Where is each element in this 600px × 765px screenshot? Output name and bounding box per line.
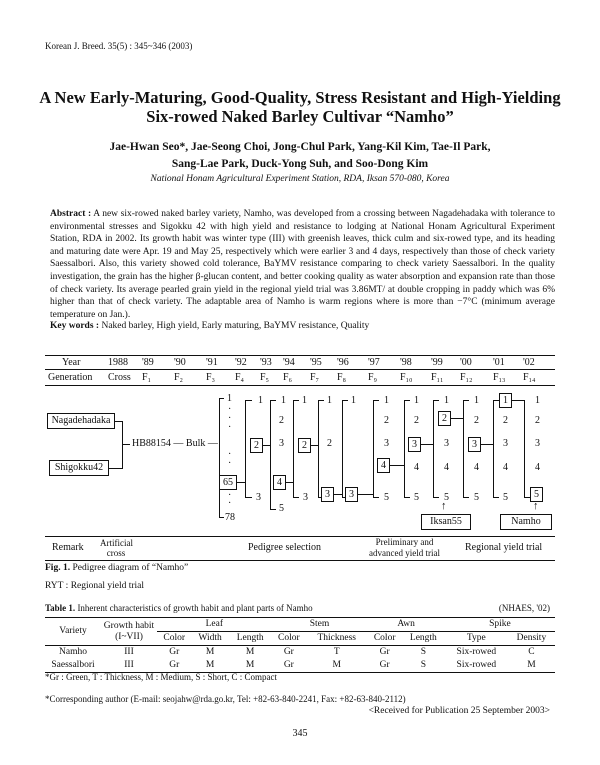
f12-5: 5 (474, 492, 479, 503)
dots: · · · (228, 404, 232, 433)
f14-bracket (524, 400, 525, 498)
f11-2-box: 2 (438, 411, 451, 426)
f9-5: 5 (384, 492, 389, 503)
f13-bracket (493, 400, 494, 498)
remark-artificial-cross: Artificial cross (100, 538, 133, 558)
journal-citation: Korean J. Breed. 35(5) : 345~346 (2003) (45, 41, 193, 51)
header-stem-thickness: Thickness (317, 633, 357, 643)
year-cell: '00 (460, 357, 472, 368)
table-cell: T (333, 647, 340, 657)
f7-bracket (311, 445, 318, 446)
header-stem: Stem (272, 618, 368, 632)
header-leaf-width: Width (198, 633, 222, 643)
table-row (45, 646, 555, 660)
abstract-text: A new six-rowed naked barley variety, Namho, was developed from a crossing between Nagadehadaka with tolerance to environmental stresses and Sigokku 42 with high yield and resistance to lodging at National Honam Agricultural Experiment Station, RDA in 2002. Its growth habit was winter type (III) with greenish leaves, thick culm and six-rowed type, and its heading and maturing date were Apr. 19 and May 25, respectively which were earlier 3 and 4 days, respectively than those of check variety Saessalbori. Also, this variety showed cold tolerance, BaYMV resistance comparing to check variety Saessalbori. In the quality investigation, the grain has the higher β-glucan content, and better cooking quality as water absorption and expansion rate than those of check variety. Its average pearled grain yield in the regional yield trial was 3.86MT/ at double cropping in paddy which was 6% higher than that of check variety. The adaptable area of Namho is warm regions where is more than −7°C (minimum average temperature on Jan.). (50, 209, 556, 320)
f14-1: 1 (535, 395, 540, 406)
generation-cell: F₁₁ (431, 372, 444, 383)
f8-bracket (342, 400, 343, 498)
f11-bracket (433, 497, 439, 498)
cross-connector (122, 444, 130, 445)
f4-2-box: 2 (250, 438, 263, 453)
table-cell: M (205, 660, 215, 670)
f9-2: 2 (384, 415, 389, 426)
f5-3: 3 (279, 438, 284, 449)
f7-3-box: 3 (321, 487, 334, 502)
f10-bracket (404, 400, 410, 401)
table-cell: Gr (379, 660, 390, 670)
f14-3: 3 (535, 438, 540, 449)
generation-cell: F₁₂ (460, 372, 473, 383)
year-cell: '89 (142, 357, 154, 368)
f6-2-box: 2 (298, 438, 311, 453)
f13-5: 5 (503, 492, 508, 503)
header-growth-habit: Growth habit (I~VII) (103, 620, 155, 642)
f13-2: 2 (503, 415, 508, 426)
figure-top-rule (45, 355, 555, 356)
figure-caption-label: Fig. 1. (45, 563, 71, 573)
f7-bracket (318, 400, 324, 401)
up-arrow-icon: ↑ (441, 500, 447, 512)
table-cell: Six-rowed (456, 660, 497, 670)
header-spike-type: Type (466, 633, 486, 643)
f4-3: 3 (256, 492, 261, 503)
table-cell: M (332, 660, 341, 670)
f13-bracket (493, 497, 499, 498)
generation-cell: F₁₃ (493, 372, 506, 383)
f13-1-box: 1 (499, 393, 512, 408)
year-cell: '98 (400, 357, 412, 368)
generation-cell: F₂ (174, 372, 184, 383)
year-cell: '95 (310, 357, 322, 368)
affiliation: National Honam Agricultural Experiment Station, RDA, Iksan 570-080, Korea (150, 174, 450, 184)
figure-caption-text: Pedigree diagram of “Namho” (72, 563, 189, 573)
table-cell: Six-rowed (456, 647, 497, 657)
f11-3: 3 (444, 438, 449, 449)
f14-2: 2 (535, 415, 540, 426)
cross-connector (109, 468, 123, 469)
table-caption-text: Inherent characteristics of growth habit and plant parts of Namho (77, 603, 313, 613)
f10-2: 2 (414, 415, 419, 426)
f5-bracket (270, 400, 276, 401)
remark-preliminary: Preliminary and advanced yield trial (369, 537, 440, 558)
line-65-box: 65 (219, 475, 237, 490)
year-cell: '90 (174, 357, 186, 368)
cross-name: HB88154 — Bulk — (132, 438, 218, 449)
generation-cell: F₇ (310, 372, 320, 383)
year-cell: '93 (260, 357, 272, 368)
f12-bracket (463, 497, 469, 498)
f7-2: 2 (327, 438, 332, 449)
year-cell: '96 (337, 357, 349, 368)
f11-bracket (421, 444, 433, 445)
f6-1: 1 (302, 395, 307, 406)
year-label: Year (62, 357, 81, 368)
table-cell: Gr (379, 647, 390, 657)
table-cell: M (527, 660, 536, 670)
f10-bracket (390, 465, 404, 466)
f10-5: 5 (414, 492, 419, 503)
generation-cell: F₉ (368, 372, 378, 383)
f9-1: 1 (384, 395, 389, 406)
f8-bracket (334, 494, 342, 495)
f8-1: 1 (351, 395, 356, 406)
generation-cell: F₁₄ (523, 372, 536, 383)
cross-connector (122, 421, 123, 469)
year-cell: '01 (493, 357, 505, 368)
table-header-row (45, 618, 555, 632)
generation-cell: F₃ (206, 372, 216, 383)
f6-3: 3 (303, 492, 308, 503)
f13-3: 3 (503, 438, 508, 449)
f7-1: 1 (327, 395, 332, 406)
dots: · · (228, 449, 232, 469)
header-variety: Variety (59, 626, 87, 636)
f13-4: 4 (503, 462, 508, 473)
f11-bracket (433, 400, 439, 401)
f10-3-box: 3 (408, 437, 421, 452)
year-cell: '94 (283, 357, 295, 368)
f5-bracket (270, 509, 276, 510)
iksan55-box: Iksan55 (421, 514, 471, 530)
f5-5: 5 (279, 503, 284, 514)
header-stem-color: Color (278, 633, 300, 643)
f14-bracket (512, 400, 524, 401)
f8-bracket (342, 400, 348, 401)
f12-bracket (463, 400, 469, 401)
table-cell: S (420, 660, 426, 670)
generation-cell: F₆ (283, 372, 293, 383)
header-spike-density: Density (516, 633, 547, 643)
header-awn-color: Color (373, 633, 396, 643)
line-78-label: 78 (225, 512, 235, 523)
year-cell: '99 (431, 357, 443, 368)
remark-regional: Regional yield trial (465, 542, 543, 553)
table-cell: Saessalbori (51, 660, 95, 670)
table-footnote: *Gr : Green, T : Thickness, M : Medium, S : Short, C : Compact (45, 672, 277, 682)
f11-bracket (433, 400, 434, 498)
table-cell: C (528, 647, 535, 657)
header-awn: Awn (367, 618, 444, 632)
f6-bracket (286, 482, 293, 483)
f3-bracket (219, 517, 224, 518)
f6-bracket (293, 400, 294, 498)
header-awn-length: Length (409, 633, 437, 643)
figure-caption (45, 563, 188, 573)
table-cell: Gr (169, 647, 180, 657)
table-source: (NHAES, '02) (498, 603, 550, 613)
year-cell: 1988 (108, 357, 128, 368)
table-cell: III (124, 647, 134, 657)
f9-bracket (373, 400, 379, 401)
corresponding-author: *Corresponding author (E-mail: seojahw@rda.go.kr, Tel: +82-63-840-2241, Fax: +82-63-840-2112) (45, 694, 406, 704)
f9-bracket (358, 494, 373, 495)
f5-1: 1 (281, 395, 286, 406)
f6-bracket (293, 497, 299, 498)
generation-cell: F₁ (142, 372, 152, 383)
header-leaf-length: Length (236, 633, 264, 643)
abstract-label: Abstract : (50, 209, 92, 219)
table-cell: Namho (59, 647, 87, 657)
remark-pedigree-selection: Pedigree selection (248, 542, 322, 553)
table-cell: Gr (169, 660, 180, 670)
ryt-note: RYT : Regional yield trial (45, 581, 145, 591)
table-cell: M (245, 647, 255, 657)
f12-4: 4 (474, 462, 479, 473)
table-caption (45, 603, 313, 613)
table-cell: III (124, 660, 134, 670)
f12-1: 1 (474, 395, 479, 406)
f10-bracket (404, 497, 410, 498)
remark-label: Remark (52, 542, 84, 553)
f11-5: 5 (444, 492, 449, 503)
table-body (45, 646, 555, 673)
header-leaf: Leaf (157, 618, 272, 632)
f11-1: 1 (444, 395, 449, 406)
f4-bracket (245, 400, 246, 498)
generation-cell: F₈ (337, 372, 347, 383)
f14-5-box: 5 (530, 487, 543, 502)
figure-bottom-rule (45, 560, 555, 561)
f8-3-box: 3 (345, 487, 358, 502)
f7-bracket (318, 400, 319, 498)
year-cell: '91 (206, 357, 218, 368)
received-date: <Received for Publication 25 September 2003> (368, 706, 550, 716)
year-cell: '02 (523, 357, 535, 368)
table-cell: M (205, 647, 215, 657)
figure-remark-rule (45, 536, 555, 537)
dots: · · (228, 490, 232, 509)
table-cell: S (420, 647, 426, 657)
header-leaf-color: Color (163, 633, 186, 643)
f14-4: 4 (535, 462, 540, 473)
f5-2: 2 (279, 415, 284, 426)
table-cell: Gr (283, 647, 294, 657)
f5-bracket (270, 400, 271, 510)
keywords-label: Key words : (50, 321, 100, 331)
f4-bracket (245, 400, 252, 401)
f12-bracket (451, 418, 463, 419)
page-number: 345 (292, 728, 308, 739)
header-spike: Spike (445, 618, 555, 632)
generation-cell: F₄ (235, 372, 245, 383)
parent-shigokku42: Shigokku42 (49, 460, 109, 476)
f12-bracket (463, 400, 464, 498)
f3-bracket (219, 398, 224, 399)
f4-bracket (237, 482, 245, 483)
table-cell: M (245, 660, 255, 670)
table-cell: Gr (283, 660, 294, 670)
f11-4: 4 (444, 462, 449, 473)
line-1-label: 1 (227, 393, 232, 404)
keywords-text: Naked barley, High yield, Early maturing, BaYMV resistance, Quality (101, 321, 370, 331)
authors-line-1: Jae-Hwan Seo*, Jae-Seong Choi, Jong-Chul Park, Yang-Kil Kim, Tae-Il Park, (109, 141, 491, 153)
f9-4-box: 4 (377, 458, 390, 473)
f6-bracket (293, 400, 299, 401)
f9-bracket (373, 497, 379, 498)
figure-header-rule (45, 369, 555, 370)
table-caption-label: Table 1. (45, 603, 76, 613)
year-cell: '97 (368, 357, 380, 368)
generation-cell: F₅ (260, 372, 270, 383)
f4-1: 1 (258, 395, 263, 406)
title-line-1: A New Early-Maturing, Good-Quality, Stress Resistant and High-Yielding (39, 88, 561, 107)
parent-nagadehadaka: Nagadehadaka (47, 413, 115, 429)
f5-4-box: 4 (273, 475, 286, 490)
f5-bracket (263, 445, 270, 446)
table-row (45, 659, 555, 673)
authors-line-2: Sang-Lae Park, Duck-Yong Suh, and Soo-Dong Kim (171, 158, 429, 170)
f12-2: 2 (474, 415, 479, 426)
namho-box: Namho (500, 514, 552, 530)
f13-bracket (481, 444, 493, 445)
f9-bracket (373, 400, 374, 498)
generation-cell: Cross (108, 372, 131, 383)
figure-header-bottom-rule (45, 385, 555, 386)
f12-3-box: 3 (468, 437, 481, 452)
f10-bracket (404, 400, 405, 498)
characteristics-table (45, 617, 555, 673)
f4-bracket (245, 497, 252, 498)
up-arrow-icon: ↑ (533, 500, 539, 512)
f10-4: 4 (414, 462, 419, 473)
f10-1: 1 (414, 395, 419, 406)
generation-label: Generation (48, 372, 93, 383)
title-line-2: Six-rowed Naked Barley Cultivar “Namho” (146, 107, 454, 126)
year-cell: '92 (235, 357, 247, 368)
f9-3: 3 (384, 438, 389, 449)
generation-cell: F₁₀ (400, 372, 413, 383)
f3-bracket (219, 398, 220, 518)
